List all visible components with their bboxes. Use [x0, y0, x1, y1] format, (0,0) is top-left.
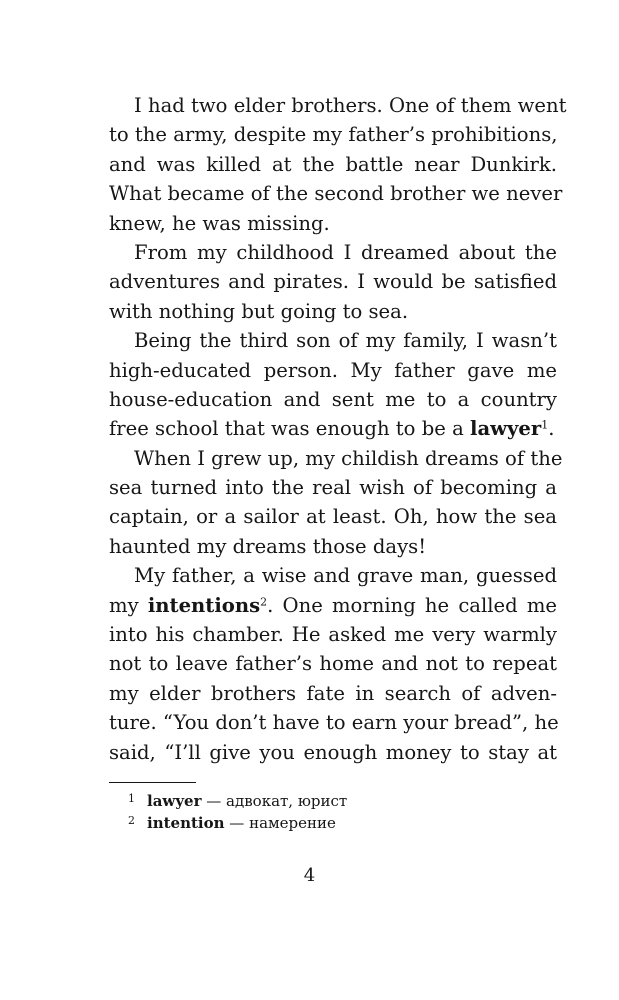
- sentence-period: .: [548, 417, 555, 441]
- text-segment: . One morning he called me: [267, 593, 557, 617]
- footnote-term: intention: [147, 814, 225, 832]
- text-line: From my childhood I dreamed about the: [134, 240, 557, 264]
- footnote-divider: [109, 782, 196, 783]
- main-text: [109, 91, 567, 767]
- text-line: to the army, despite my father’s prohibitions,: [109, 123, 558, 147]
- footnote-1: [109, 789, 557, 811]
- text-line-with-footnote: [109, 591, 557, 620]
- text-line: into his chamber. He asked me very warmly: [109, 623, 557, 647]
- text-line: and was killed at the battle near Dunkirk.: [109, 152, 557, 176]
- footnote-definition: — адвокат, юрист: [201, 792, 348, 810]
- text-line: Being the third son of my family, I wasn’t: [134, 329, 557, 353]
- text-line: sea turned into the real wish of becoming a: [109, 476, 557, 500]
- page-number: 4: [303, 865, 316, 886]
- text-line: haunted my dreams those days!: [109, 534, 427, 558]
- keyword-lawyer: lawyer: [470, 417, 542, 441]
- text-line: with nothing but going to sea.: [109, 299, 409, 323]
- text-line: What became of the second brother we never: [109, 182, 563, 206]
- text-line: I had two elder brothers. One of them went: [134, 94, 567, 117]
- text-line: my elder brothers fate in search of adven-: [109, 681, 557, 705]
- text-line: When I grew up, my childish dreams of the: [134, 446, 563, 470]
- footnote-number: 2: [128, 814, 135, 827]
- text-line: knew, he was missing.: [109, 211, 330, 235]
- text-line: high-educated person. My father gave me: [109, 358, 557, 382]
- footnote-ref-1: 1: [541, 418, 549, 432]
- footnote-2: [109, 811, 557, 833]
- text-line: not to leave father’s home and not to repeat: [109, 652, 557, 676]
- footnotes: [109, 789, 557, 833]
- footnote-number: 1: [128, 792, 135, 805]
- footnote-definition: — намерение: [224, 814, 336, 832]
- text-segment: free school that was enough to be a: [109, 417, 464, 441]
- text-line: house-education and sent me to a country: [109, 387, 557, 411]
- text-line: said, “I’ll give you enough money to stay at: [109, 740, 557, 764]
- keyword-intentions: intentions: [147, 593, 261, 617]
- text-line-with-footnote: [109, 414, 557, 443]
- text-line: adventures and pirates. I would be satisfied: [109, 270, 557, 294]
- text-line: ture. “You don’t have to earn your bread”, he: [109, 711, 559, 735]
- footnote-term: lawyer: [147, 792, 202, 810]
- footnote-ref-2: 2: [260, 595, 268, 609]
- text-line: captain, or a sailor at least. Oh, how the sea: [109, 505, 557, 529]
- text-segment: my: [109, 593, 139, 617]
- text-line: My father, a wise and grave man, guessed: [134, 564, 557, 588]
